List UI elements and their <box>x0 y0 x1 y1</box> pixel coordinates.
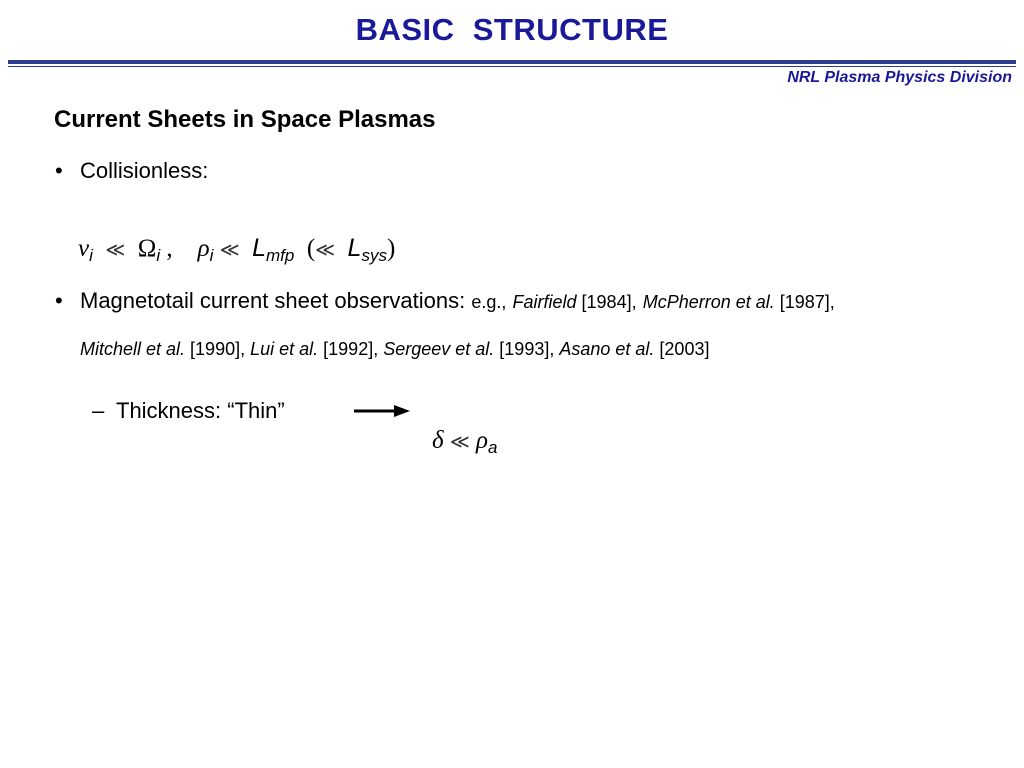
bullet-marker: • <box>55 158 63 183</box>
header-rule-thick <box>8 60 1016 64</box>
open-paren: ( <box>306 235 316 262</box>
right-arrow-icon <box>354 403 410 419</box>
organization-label: NRL Plasma Physics Division <box>787 69 1012 86</box>
ref-author: McPherron et al. <box>642 292 775 312</box>
eg-text: e.g., <box>471 292 507 312</box>
references-line <box>80 339 709 360</box>
much-less-symbol: ≪ <box>105 239 126 261</box>
subscript-i: i <box>89 246 93 265</box>
much-less-symbol: ≪ <box>219 239 240 261</box>
ref-year: [1993], <box>494 339 555 359</box>
thickness-equation <box>432 399 497 458</box>
L-symbol: L <box>252 234 266 262</box>
ref-year: [1992], <box>318 339 379 359</box>
L-symbol: L <box>347 234 362 262</box>
ref-year: [2003] <box>654 339 710 359</box>
magnetotail-line <box>80 288 835 314</box>
header-rule-thin <box>8 66 1016 67</box>
omega-symbol: Ω <box>137 235 157 262</box>
ref-author: Lui et al. <box>250 339 319 359</box>
ref-year: [1987], <box>774 292 835 312</box>
subscript-i: i <box>156 246 161 265</box>
section-heading: Current Sheets in Space Plasmas <box>54 106 436 133</box>
magnetotail-text: Magnetotail current sheet observations: <box>80 288 466 313</box>
nu-symbol: ν <box>78 235 90 262</box>
subscript-sys: sys <box>361 246 387 265</box>
ref-year: [1990], <box>185 339 246 359</box>
ref-author: Sergeev et al. <box>383 339 495 359</box>
thickness-text: Thickness: “Thin” <box>116 398 285 423</box>
collisionless-equation <box>78 206 395 266</box>
ref-author: Asano et al. <box>559 339 655 359</box>
ref-author: Fairfield <box>512 292 577 312</box>
subscript-mfp: mfp <box>265 246 295 265</box>
close-paren: ) <box>386 235 396 262</box>
ref-author: Mitchell et al. <box>80 339 186 359</box>
subscript-i: i <box>209 246 214 265</box>
delta-symbol: δ <box>432 427 444 454</box>
rho-symbol: ρ <box>197 235 210 262</box>
subscript-a: a <box>488 438 498 457</box>
dash-marker: – <box>92 398 105 423</box>
much-less-symbol: ≪ <box>315 239 336 261</box>
much-less-symbol: ≪ <box>449 431 470 453</box>
bullet-marker: • <box>55 288 63 313</box>
rho-symbol: ρ <box>476 427 489 454</box>
collisionless-text: Collisionless: <box>80 158 209 183</box>
ref-year: [1984], <box>576 292 637 312</box>
slide-title: BASIC STRUCTURE <box>355 12 669 47</box>
comma: , <box>160 235 173 262</box>
